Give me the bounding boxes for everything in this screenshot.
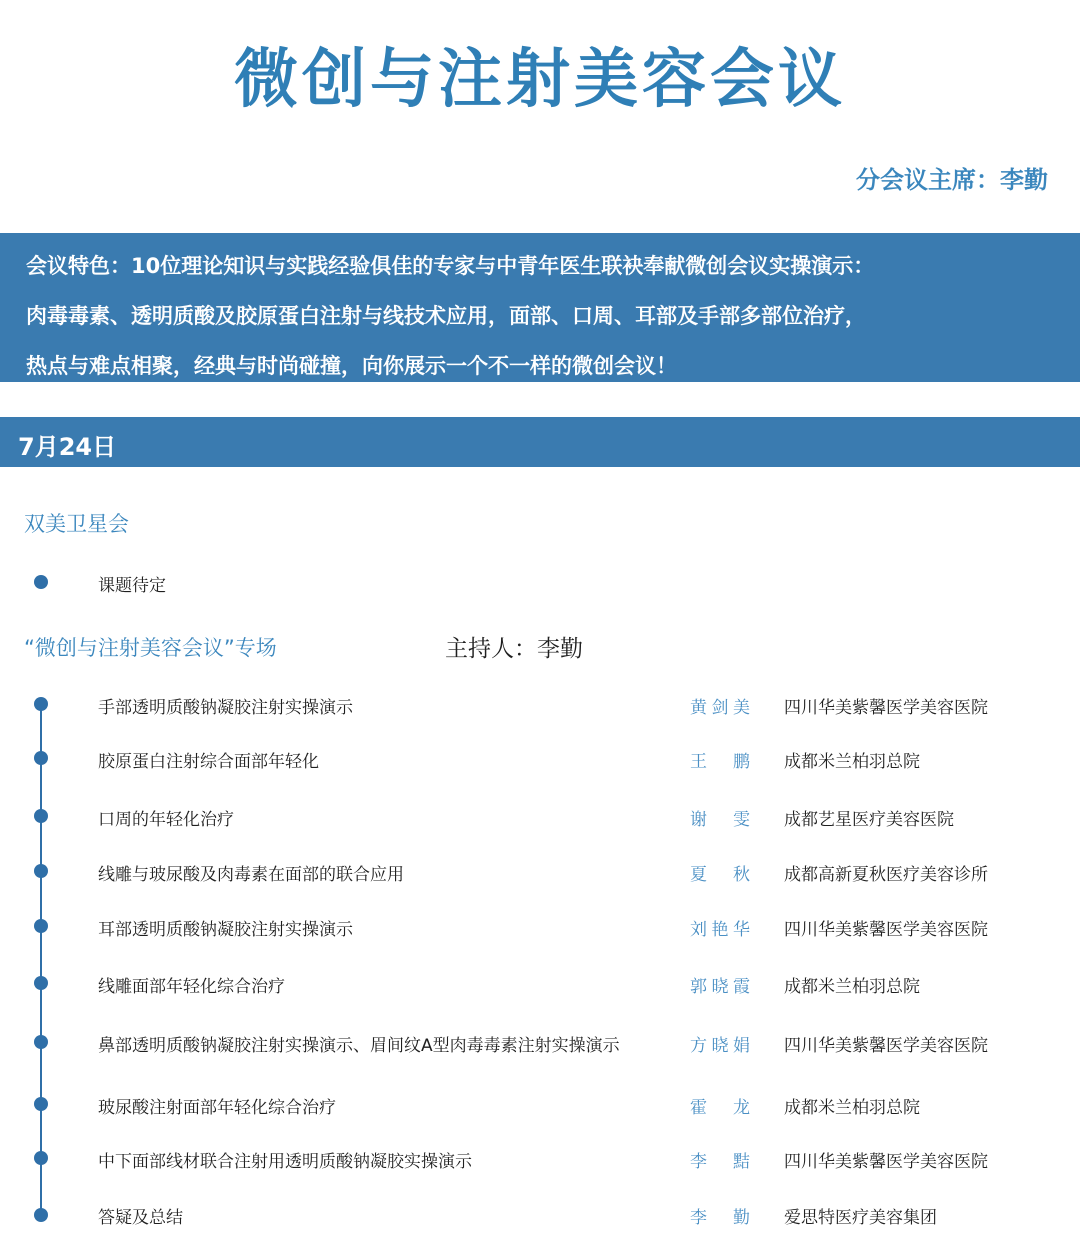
speaker: 刘艳华 bbox=[690, 920, 750, 940]
topic: 手部透明质酸钠凝胶注射实操演示 bbox=[98, 698, 353, 718]
speaker: 李 勤 bbox=[690, 1208, 750, 1228]
topic: 线雕面部年轻化综合治疗 bbox=[98, 977, 285, 997]
table-row bbox=[0, 1093, 1080, 1123]
session-host: 主持人：李勤 bbox=[445, 636, 583, 662]
table-row bbox=[0, 1203, 1080, 1233]
organization: 四川华美紫馨医学美容医院 bbox=[784, 1036, 988, 1056]
speaker: 黄剑美 bbox=[690, 698, 750, 718]
feature-banner bbox=[0, 233, 1080, 382]
organization: 四川华美紫馨医学美容医院 bbox=[784, 698, 988, 718]
topic: 耳部透明质酸钠凝胶注射实操演示 bbox=[98, 920, 353, 940]
organization: 成都米兰柏羽总院 bbox=[784, 977, 920, 997]
table-row bbox=[0, 805, 1080, 835]
table-row bbox=[0, 747, 1080, 777]
topic: 玻尿酸注射面部年轻化综合治疗 bbox=[98, 1098, 336, 1118]
table-row bbox=[0, 1031, 1080, 1061]
organization: 成都米兰柏羽总院 bbox=[784, 1098, 920, 1118]
session-section-title: “微创与注射美容会议”专场 bbox=[24, 636, 277, 660]
organization: 四川华美紫馨医学美容医院 bbox=[784, 1152, 988, 1172]
table-row bbox=[0, 860, 1080, 890]
feature-line: 热点与难点相聚，经典与时尚碰撞，向你展示一个不一样的微创会议！ bbox=[26, 354, 677, 378]
date-label: 7月24日 bbox=[18, 433, 117, 461]
speaker: 方晓娟 bbox=[690, 1036, 750, 1056]
table-row bbox=[0, 972, 1080, 1002]
session-chair: 分会议主席：李勤 bbox=[856, 166, 1048, 194]
date-bar bbox=[0, 417, 1080, 467]
speaker: 霍 龙 bbox=[690, 1098, 750, 1118]
topic: 口周的年轻化治疗 bbox=[98, 810, 234, 830]
speaker: 郭晓霞 bbox=[690, 977, 750, 997]
list-item bbox=[0, 571, 1080, 601]
speaker: 王 鹏 bbox=[690, 752, 750, 772]
topic: 课题待定 bbox=[98, 576, 166, 596]
topic: 答疑及总结 bbox=[98, 1208, 183, 1228]
topic: 鼻部透明质酸钠凝胶注射实操演示、眉间纹A型肉毒毒素注射实操演示 bbox=[98, 1036, 620, 1056]
timeline-line bbox=[40, 704, 42, 1216]
feature-line: 会议特色：10位理论知识与实践经验俱佳的专家与中青年医生联袂奉献微创会议实操演示： bbox=[26, 254, 875, 278]
topic: 胶原蛋白注射综合面部年轻化 bbox=[98, 752, 319, 772]
organization: 四川华美紫馨医学美容医院 bbox=[784, 920, 988, 940]
table-row bbox=[0, 915, 1080, 945]
satellite-section-title: 双美卫星会 bbox=[24, 512, 129, 536]
speaker: 夏 秋 bbox=[690, 865, 750, 885]
table-row bbox=[0, 1147, 1080, 1177]
topic: 中下面部线材联合注射用透明质酸钠凝胶实操演示 bbox=[98, 1152, 472, 1172]
organization: 爱思特医疗美容集团 bbox=[784, 1208, 937, 1228]
speaker: 谢 雯 bbox=[690, 810, 750, 830]
speaker: 李 黠 bbox=[690, 1152, 750, 1172]
conference-title: 微创与注射美容会议 bbox=[234, 43, 846, 117]
organization: 成都高新夏秋医疗美容诊所 bbox=[784, 865, 988, 885]
table-row bbox=[0, 693, 1080, 723]
feature-line: 肉毒毒素、透明质酸及胶原蛋白注射与线技术应用，面部、口周、耳部及手部多部位治疗， bbox=[26, 304, 866, 328]
topic: 线雕与玻尿酸及肉毒素在面部的联合应用 bbox=[98, 865, 404, 885]
organization: 成都艺星医疗美容医院 bbox=[784, 810, 954, 830]
organization: 成都米兰柏羽总院 bbox=[784, 752, 920, 772]
